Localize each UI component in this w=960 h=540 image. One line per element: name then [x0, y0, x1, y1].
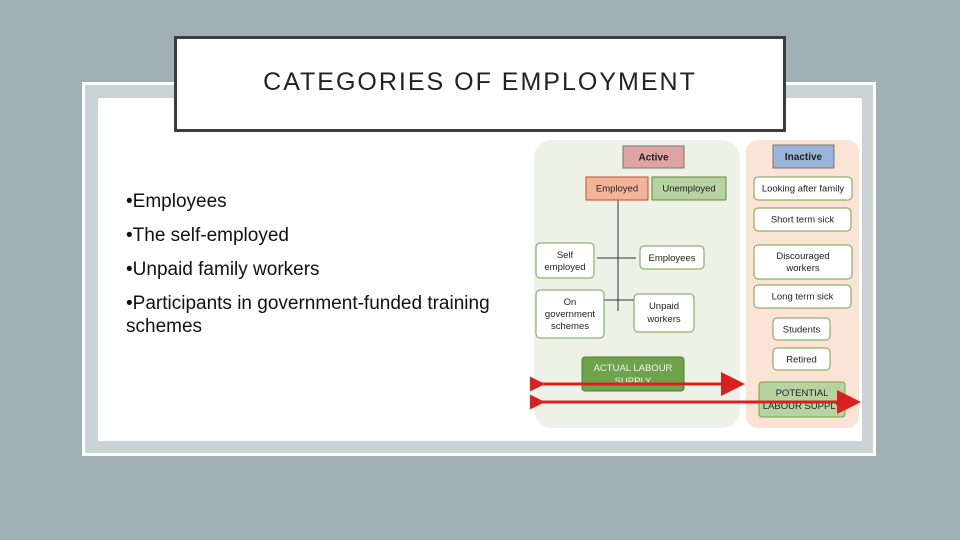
bullet-employees: •Employees [126, 191, 227, 212]
employment-diagram-svg [530, 138, 862, 432]
self-employed-label-line-1: Self [556, 250, 574, 261]
self-employed-label-line-2: employed [544, 262, 586, 273]
discouraged-workers-label-line-2: workers [786, 263, 820, 274]
unpaid-workers-label-line-1: Unpaid [648, 301, 680, 312]
inactive-header-label: Inactive [784, 152, 823, 163]
unemployed-label: Unemployed [662, 183, 716, 195]
potential-labour-supply-label-line-1: POTENTIAL [775, 388, 829, 399]
government-schemes-label-line-3: schemes [550, 321, 590, 332]
government-schemes-label-line-1: On [563, 297, 577, 308]
unpaid-workers-box [634, 294, 694, 332]
title-box [174, 36, 786, 132]
employees-label: Employees [648, 253, 696, 264]
looking-after-family-label: Looking after family [761, 183, 845, 195]
retired-label: Retired [786, 354, 817, 366]
discouraged-workers-label-line-1: Discouraged [776, 251, 830, 262]
actual-labour-supply-label-line-1: ACTUAL LABOUR [593, 363, 673, 374]
long-term-sick-label: Long term sick [771, 291, 834, 303]
actual-labour-supply-label-line-2: SUPPLY [614, 376, 652, 387]
students-label: Students [782, 324, 821, 336]
bullet-list [126, 190, 521, 349]
active-header-label: Active [638, 152, 669, 164]
bullet-training-schemes: •Participants in government-funded training schemes [126, 293, 490, 337]
government-schemes-label-line-2: government [544, 309, 596, 320]
employment-diagram [530, 138, 862, 432]
bullet-self-employed: •The self-employed [126, 225, 289, 246]
unpaid-workers-label-line-2: workers [647, 314, 681, 325]
potential-labour-supply-label-line-2: LABOUR SUPPLY [762, 401, 842, 412]
employed-label: Employed [595, 183, 639, 195]
slide-title: CATEGORIES OF EMPLOYMENT [263, 67, 697, 96]
short-term-sick-label: Short term sick [770, 214, 835, 226]
bullet-unpaid-family-workers: •Unpaid family workers [126, 259, 320, 280]
